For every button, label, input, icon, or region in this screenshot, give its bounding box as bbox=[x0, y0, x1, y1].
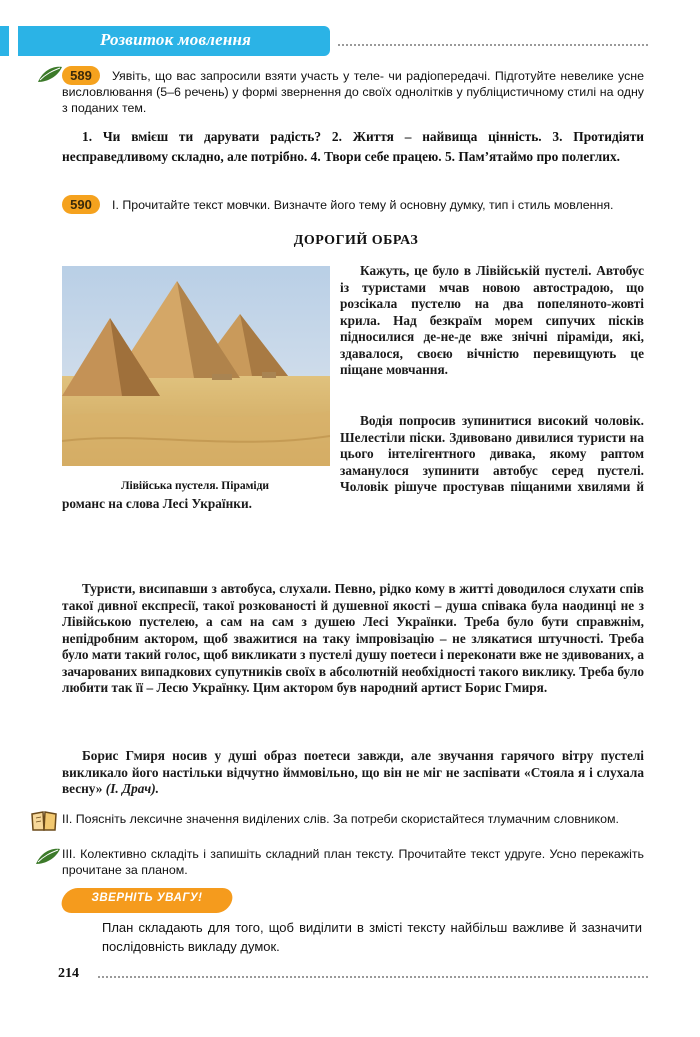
author-reference: (І. Драч). bbox=[105, 781, 159, 797]
pyramids-photo bbox=[62, 266, 330, 466]
paragraph-2-text: Водія попросив зупинитися високий чоловік. Шелестіли піски. Здивовано дивилися туристи на цього інтелігентного дивака, якому раптом заманулося зупинити автобус серед пустелі. Чоловік рішуче простував піщаними хвилями й bbox=[340, 413, 644, 495]
leaf-icon bbox=[34, 846, 62, 866]
photo-caption: Лівійська пустеля. Піраміди bbox=[120, 480, 270, 492]
exercise-590-number: 590 bbox=[62, 195, 100, 214]
text-paragraph-3 bbox=[62, 581, 644, 697]
text-paragraph-2 bbox=[340, 413, 644, 495]
exercise-589-task: Уявіть, що вас запросили взяти участь у теле- чи радіопередачі. Підготуйте невелике усне висловлювання (5–6 речень) у формі звернення до своїх однолітків у публіцистичному стилі на одну з поданих тем. bbox=[62, 69, 644, 116]
book-icon bbox=[30, 810, 58, 832]
section-title: Розвиток мовлення bbox=[100, 30, 252, 49]
exercise-590-task: І. Прочитайте текст мовчки. Визначте його тему й основну думку, тип і стиль мовлення. bbox=[112, 198, 614, 212]
attention-label: ЗВЕРНІТЬ УВАГУ! bbox=[91, 892, 203, 904]
text-paragraph-4 bbox=[62, 748, 644, 798]
paragraph-3-text: Туристи, висипавши з автобуса, слухали. Певно, рідко кому в житті доводилося слухати спів такої дивної експресії, такої розкованості й душевної якості – душа співака була наодинці не з Лівійською пустелею, а сам на сам з душею Лесі Українки. Треба було бути справжнім, непідробним актором, щоб зважитися на таку імпровізацію – не злякатися штучності. Треба було мати такий голос, щоб викликати з пустелі душу поетеси і переконати вже не здивованих, а зачарованих випадкових супутників своїх в абсолютній необхідності такого виклику. Треба було любити так її – Лесю Українку. Цим актором був народний артист Борис Гмиря. bbox=[62, 581, 644, 696]
paragraph-4-text: Борис Гмиря носив у душі образ поетеси завжди, але звучання гарячого вітру пустелі викликало його настільки відчутно йммовільно, що він не міг не заспівати «Стояла я і слухала весну» bbox=[62, 748, 644, 797]
attention-note: План складають для того, щоб виділити в змісті тексту найбільш важливе й зазначити послідовність викладу думок. bbox=[102, 920, 642, 954]
exercise-589-number: 589 bbox=[62, 66, 100, 85]
paragraph-2-text-continued: романс на слова Лесі Українки. bbox=[62, 496, 252, 511]
header-edge bbox=[0, 26, 9, 56]
leaf-icon bbox=[36, 64, 64, 84]
task-2-text: ІІ. Поясніть лексичне значення виділених слів. За потреби скористайтеся тлумачним словником. bbox=[62, 812, 619, 826]
header-dotted-rule bbox=[338, 44, 648, 46]
text-paragraph-1 bbox=[340, 263, 644, 379]
footer-dotted-rule bbox=[98, 976, 648, 978]
text-title: ДОРОГИЙ ОБРАЗ bbox=[293, 233, 419, 248]
text-paragraph-2-continued bbox=[62, 496, 644, 580]
page-number: 214 bbox=[58, 966, 79, 981]
paragraph-1-text: Кажуть, це було в Лівійській пустелі. Автобус із туристами мчав новою автострадою, що розсікала пустелю на два попеляното-жовті крила. Над безкраїм морем сипучих пісків підносилися де-не-де вже знічні піраміди, які, здавалося, своєю вічністю перевищують це піщане мовчання. bbox=[340, 263, 644, 378]
exercise-589-topics: 1. Чи вмієш ти дарувати радість? 2. Життя – найвища цінність. 3. Протидіяти несправедливому складно, але потрібно. 4. Твори себе працею. 5. Пам’ятаймо про полеглих. bbox=[62, 129, 644, 164]
task-3-text: ІІІ. Колективно складіть і запишіть складний план тексту. Прочитайте текст удруге. Усно перекажіть прочитане за планом. bbox=[62, 847, 644, 878]
